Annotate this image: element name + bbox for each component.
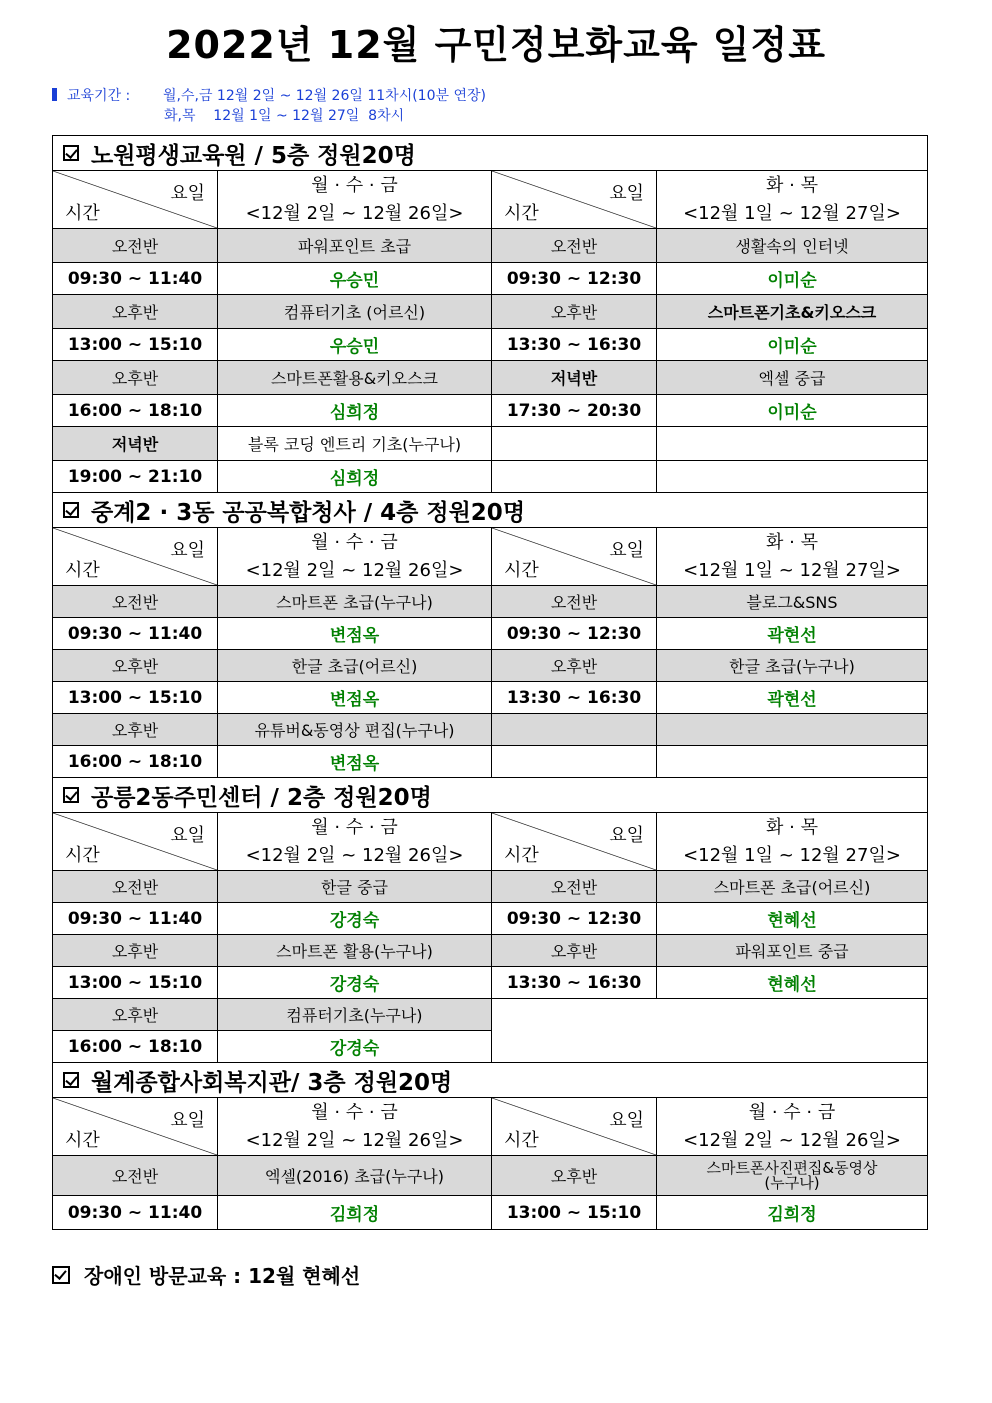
course-cell: 스마트폰 활용(누구나) [218, 935, 492, 967]
section-heading [53, 1063, 927, 1098]
left-day-header [218, 528, 492, 586]
section-name: 노원평생교육원 / 5층 정원20명 [91, 142, 416, 169]
sigan-label: 시간 [65, 845, 100, 866]
yoil-label: 요일 [170, 183, 205, 204]
page-title: 2022년 12월 구민정보화교육 일정표 [166, 23, 826, 67]
empty-cell [657, 461, 927, 493]
course-cell: 스마트폰기초&키오스크 [657, 295, 927, 329]
empty-cell [492, 714, 657, 746]
time-cell: 09:30 ~ 12:30 [492, 263, 657, 295]
section-name: 중계2 · 3동 공공복합청사 / 4층 정원20명 [91, 499, 526, 526]
time-cell: 16:00 ~ 18:10 [53, 395, 218, 427]
bullet-bar [52, 88, 57, 101]
sigan-label: 시간 [65, 1130, 100, 1151]
class-cell: 오후반 [492, 935, 657, 967]
empty-cell [657, 714, 927, 746]
section-heading [53, 136, 927, 171]
right-day-header [657, 813, 927, 871]
class-cell: 오후반 [53, 714, 218, 746]
class-cell: 오후반 [53, 295, 218, 329]
class-cell: 오후반 [492, 295, 657, 329]
days-label: 화 · 목 [766, 531, 818, 553]
period-line1: 월,수,금 12월 2일 ~ 12월 26일 11차시(10분 연장) [163, 88, 486, 104]
instructor-cell: 곽현선 [657, 618, 927, 650]
time-cell: 09:30 ~ 12:30 [492, 903, 657, 935]
instructor-cell: 우승민 [218, 329, 492, 361]
sigan-label: 시간 [65, 560, 100, 581]
footer-note [52, 1260, 360, 1289]
section-name: 월계종합사회복지관/ 3층 정원20명 [91, 1069, 453, 1096]
sigan-label: 시간 [504, 203, 539, 224]
class-cell: 오후반 [53, 650, 218, 682]
yoil-label: 요일 [609, 1110, 644, 1131]
days-label: 월 · 수 · 금 [311, 1101, 398, 1123]
course-cell: 컴퓨터기초 (어르신) [218, 295, 492, 329]
instructor-cell: 김희정 [218, 1196, 492, 1230]
diagonal-header-cell [53, 1098, 218, 1156]
yoil-label: 요일 [609, 540, 644, 561]
period-line2: 화,목 12월 1일 ~ 12월 27일 8차시 [164, 108, 405, 124]
course-cell: 컴퓨터기초(누구나) [218, 999, 492, 1031]
time-cell: 13:00 ~ 15:10 [492, 1196, 657, 1230]
time-cell: 13:00 ~ 15:10 [53, 967, 218, 999]
section-grid [53, 813, 927, 1063]
dates-label: <12월 2일 ~ 12월 26일> [245, 202, 464, 224]
time-cell: 13:00 ~ 15:10 [53, 682, 218, 714]
class-cell: 오전반 [492, 229, 657, 263]
course-line2: (누구나) [764, 1173, 820, 1192]
checkbox-icon [52, 1266, 70, 1284]
time-cell: 17:30 ~ 20:30 [492, 395, 657, 427]
instructor-cell: 현혜선 [657, 967, 927, 999]
instructor-cell: 이미순 [657, 395, 927, 427]
class-cell: 오전반 [492, 871, 657, 903]
course-cell [657, 1156, 927, 1196]
instructor-cell: 심희정 [218, 461, 492, 493]
course-cell: 엑셀(2016) 초급(누구나) [218, 1156, 492, 1196]
class-cell: 오후반 [492, 1156, 657, 1196]
time-cell: 13:30 ~ 16:30 [492, 682, 657, 714]
instructor-cell: 변점옥 [218, 746, 492, 778]
course-cell: 한글 중급 [218, 871, 492, 903]
dates-label: <12월 2일 ~ 12월 26일> [245, 559, 464, 581]
yoil-label: 요일 [170, 825, 205, 846]
checkbox-icon [63, 145, 79, 161]
instructor-cell: 김희정 [657, 1196, 927, 1230]
class-cell: 오후반 [53, 999, 218, 1031]
sigan-label: 시간 [504, 845, 539, 866]
left-day-header [218, 171, 492, 229]
days-label: 월 · 수 · 금 [311, 531, 398, 553]
yoil-label: 요일 [609, 825, 644, 846]
course-cell: 엑셀 중급 [657, 361, 927, 395]
time-cell: 09:30 ~ 11:40 [53, 903, 218, 935]
right-day-header [657, 528, 927, 586]
time-cell: 13:30 ~ 16:30 [492, 967, 657, 999]
course-cell: 블로그&SNS [657, 586, 927, 618]
yoil-label: 요일 [170, 1110, 205, 1131]
instructor-cell: 이미순 [657, 329, 927, 361]
diagonal-header-cell [53, 528, 218, 586]
instructor-cell: 심희정 [218, 395, 492, 427]
education-period [52, 86, 486, 126]
time-cell: 19:00 ~ 21:10 [53, 461, 218, 493]
days-label: 월 · 수 · 금 [311, 816, 398, 838]
instructor-cell: 현혜선 [657, 903, 927, 935]
time-cell: 16:00 ~ 18:10 [53, 1031, 218, 1063]
sigan-label: 시간 [65, 203, 100, 224]
checkbox-icon [63, 787, 79, 803]
dates-label: <12월 1일 ~ 12월 27일> [683, 844, 901, 866]
course-cell: 스마트폰활용&키오스크 [218, 361, 492, 395]
instructor-cell: 변점옥 [218, 682, 492, 714]
yoil-label: 요일 [609, 183, 644, 204]
class-cell: 저녁반 [53, 427, 218, 461]
time-cell: 09:30 ~ 11:40 [53, 618, 218, 650]
empty-cell [492, 427, 657, 461]
course-cell: 유튜버&동영상 편집(누구나) [218, 714, 492, 746]
instructor-cell: 곽현선 [657, 682, 927, 714]
days-label: 화 · 목 [766, 174, 818, 196]
course-cell: 스마트폰 초급(누구나) [218, 586, 492, 618]
right-day-header [657, 171, 927, 229]
days-label: 월 · 수 · 금 [311, 174, 398, 196]
empty-cell [657, 427, 927, 461]
empty-cell [492, 461, 657, 493]
time-cell: 13:30 ~ 16:30 [492, 329, 657, 361]
instructor-cell: 강경숙 [218, 903, 492, 935]
diagonal-header-cell [492, 813, 657, 871]
diagonal-header-cell [492, 171, 657, 229]
time-cell: 09:30 ~ 11:40 [53, 1196, 218, 1230]
dates-label: <12월 2일 ~ 12월 26일> [245, 844, 464, 866]
diagonal-header-cell [492, 1098, 657, 1156]
course-cell: 스마트폰 초급(어르신) [657, 871, 927, 903]
dates-label: <12월 2일 ~ 12월 26일> [683, 1129, 901, 1151]
course-cell: 블록 코딩 엔트리 기초(누구나) [218, 427, 492, 461]
section-grid [53, 528, 927, 778]
checkbox-icon [63, 1072, 79, 1088]
dates-label: <12월 1일 ~ 12월 27일> [683, 202, 901, 224]
section-heading [53, 493, 927, 528]
empty-cell [492, 999, 927, 1063]
section-heading [53, 778, 927, 813]
course-line1: 스마트폰사진편집&동영상 [706, 1158, 878, 1177]
schedule-table [52, 135, 928, 1230]
section-grid [53, 171, 927, 493]
class-cell: 오후반 [492, 650, 657, 682]
footer-text: 장애인 방문교육 : 12월 현혜선 [84, 1264, 361, 1288]
course-cell: 생활속의 인터넷 [657, 229, 927, 263]
course-cell: 한글 초급(누구나) [657, 650, 927, 682]
yoil-label: 요일 [170, 540, 205, 561]
time-cell: 13:00 ~ 15:10 [53, 329, 218, 361]
dates-label: <12월 2일 ~ 12월 26일> [245, 1129, 464, 1151]
class-cell: 오후반 [53, 935, 218, 967]
instructor-cell: 강경숙 [218, 967, 492, 999]
course-cell: 한글 초급(어르신) [218, 650, 492, 682]
class-cell: 오전반 [53, 229, 218, 263]
empty-cell [492, 746, 657, 778]
right-day-header [657, 1098, 927, 1156]
class-cell: 오전반 [53, 586, 218, 618]
course-cell: 파워포인트 초급 [218, 229, 492, 263]
sigan-label: 시간 [504, 1130, 539, 1151]
time-cell: 09:30 ~ 12:30 [492, 618, 657, 650]
class-cell: 저녁반 [492, 361, 657, 395]
empty-cell [657, 746, 927, 778]
course-cell: 파워포인트 중급 [657, 935, 927, 967]
instructor-cell: 강경숙 [218, 1031, 492, 1063]
days-label: 월 · 수 · 금 [748, 1101, 836, 1123]
instructor-cell: 변점옥 [218, 618, 492, 650]
diagonal-header-cell [53, 171, 218, 229]
class-cell: 오전반 [53, 871, 218, 903]
diagonal-header-cell [53, 813, 218, 871]
diagonal-header-cell [492, 528, 657, 586]
instructor-cell: 이미순 [657, 263, 927, 295]
class-cell: 오전반 [492, 586, 657, 618]
checkbox-icon [63, 502, 79, 518]
time-cell: 16:00 ~ 18:10 [53, 746, 218, 778]
dates-label: <12월 1일 ~ 12월 27일> [683, 559, 901, 581]
section-name: 공릉2동주민센터 / 2층 정원20명 [91, 784, 432, 811]
class-cell: 오전반 [53, 1156, 218, 1196]
left-day-header [218, 1098, 492, 1156]
class-cell: 오후반 [53, 361, 218, 395]
sigan-label: 시간 [504, 560, 539, 581]
section-grid [53, 1098, 927, 1230]
left-day-header [218, 813, 492, 871]
time-cell: 09:30 ~ 11:40 [53, 263, 218, 295]
days-label: 화 · 목 [766, 816, 818, 838]
period-label: 교육기간 : [67, 88, 131, 104]
instructor-cell: 우승민 [218, 263, 492, 295]
